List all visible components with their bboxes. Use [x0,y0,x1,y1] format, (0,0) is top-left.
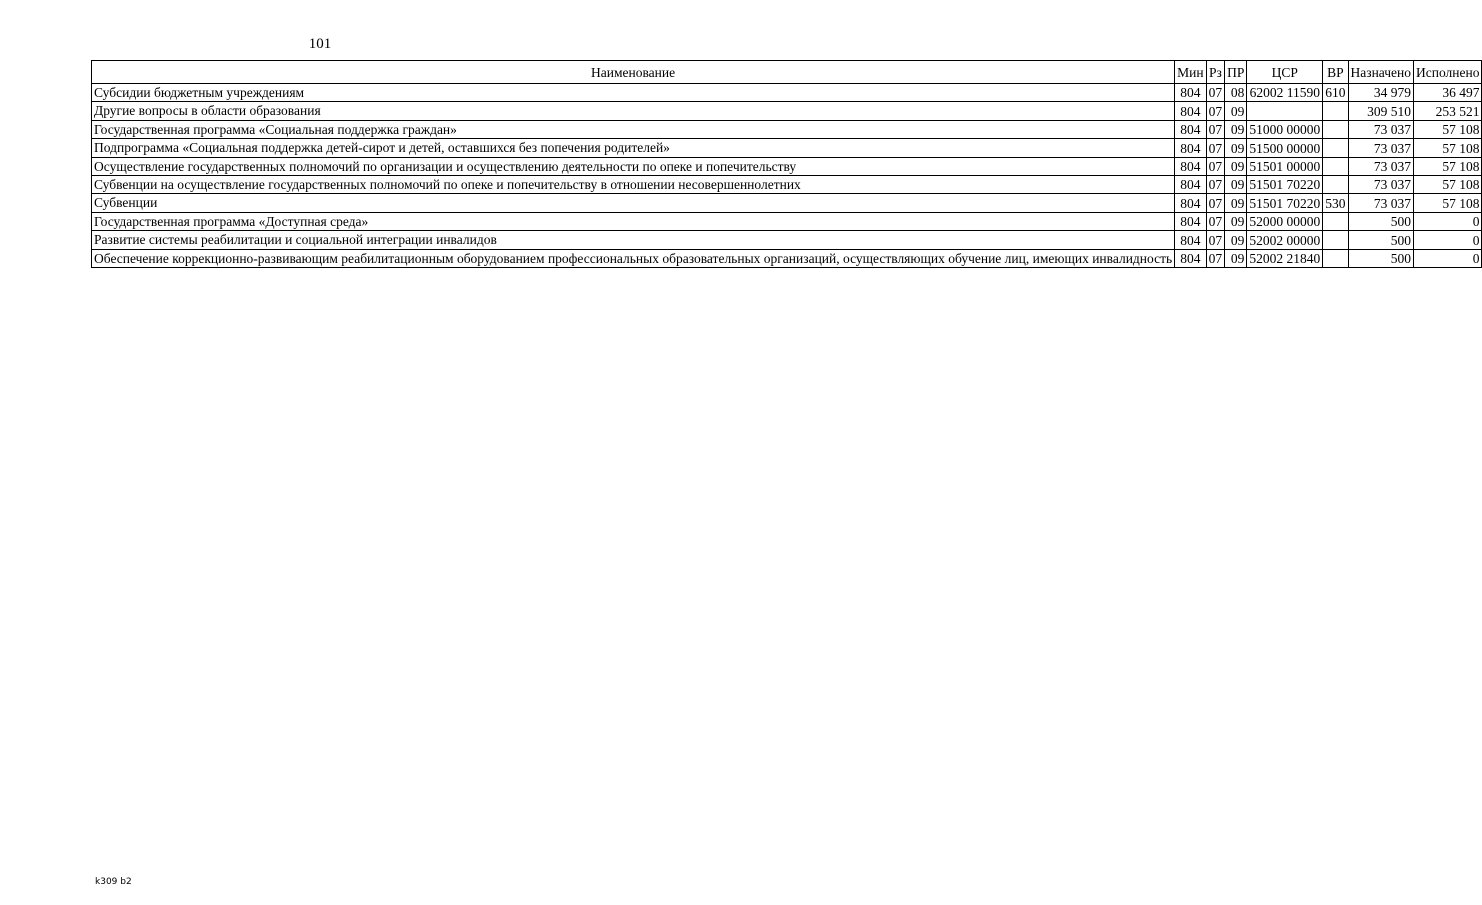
header-executed: Исполнено [1414,61,1482,84]
row-name: Государственная программа «Доступная среда» [92,212,1175,230]
row-csr: 51500 00000 [1247,139,1323,157]
table-row [92,212,1482,230]
row-rz: 07 [1206,120,1225,138]
header-rz: Рз [1206,61,1225,84]
row-csr [1247,102,1323,120]
row-rz: 07 [1206,84,1225,102]
row-vr [1323,249,1348,267]
row-min: 804 [1175,231,1206,249]
header-name: Наименование [92,61,1175,84]
row-assigned: 73 037 [1348,120,1414,138]
row-min: 804 [1175,194,1206,212]
row-name: Развитие системы реабилитации и социальной интеграции инвалидов [92,231,1175,249]
footer-code: k309 b2 [95,877,132,887]
row-name: Осуществление государственных полномочий по организации и осуществлению деятельности по опеке и попечительству [92,157,1175,175]
header-csr: ЦСР [1247,61,1323,84]
row-pr: 09 [1225,102,1247,120]
row-name: Субвенции на осуществление государственных полномочий по опеке и попечительству в отношении несовершеннолетних [92,176,1175,194]
row-executed: 0 [1414,212,1482,230]
row-csr: 51000 00000 [1247,120,1323,138]
row-vr: 530 [1323,194,1348,212]
table-row [92,231,1482,249]
table-row [92,157,1482,175]
page-number: 101 [308,36,332,52]
row-csr: 52002 00000 [1247,231,1323,249]
table-row [92,249,1482,267]
row-min: 804 [1175,84,1206,102]
row-executed: 253 521 [1414,102,1482,120]
row-vr [1323,120,1348,138]
row-csr: 51501 70220 [1247,176,1323,194]
row-vr [1323,231,1348,249]
budget-table [91,60,1482,268]
row-csr: 51501 00000 [1247,157,1323,175]
row-pr: 08 [1225,84,1247,102]
row-rz: 07 [1206,194,1225,212]
row-min: 804 [1175,102,1206,120]
row-rz: 07 [1206,176,1225,194]
table-row [92,176,1482,194]
row-min: 804 [1175,249,1206,267]
row-name: Субвенции [92,194,1175,212]
row-assigned: 500 [1348,231,1414,249]
header-pr: ПР [1225,61,1247,84]
row-pr: 09 [1225,212,1247,230]
row-executed: 0 [1414,249,1482,267]
row-name: Другие вопросы в области образования [92,102,1175,120]
row-assigned: 73 037 [1348,157,1414,175]
row-assigned: 73 037 [1348,176,1414,194]
row-csr: 51501 70220 [1247,194,1323,212]
row-vr [1323,102,1348,120]
row-assigned: 73 037 [1348,139,1414,157]
table-row [92,102,1482,120]
row-assigned: 34 979 [1348,84,1414,102]
row-vr [1323,212,1348,230]
row-name: Субсидии бюджетным учреждениям [92,84,1175,102]
row-min: 804 [1175,139,1206,157]
row-min: 804 [1175,157,1206,175]
row-vr [1323,157,1348,175]
table-header-row [92,61,1482,84]
row-pr: 09 [1225,139,1247,157]
row-vr [1323,139,1348,157]
row-min: 804 [1175,176,1206,194]
row-executed: 57 108 [1414,139,1482,157]
row-assigned: 73 037 [1348,194,1414,212]
row-rz: 07 [1206,139,1225,157]
row-pr: 09 [1225,176,1247,194]
row-csr: 62002 11590 [1247,84,1323,102]
row-vr: 610 [1323,84,1348,102]
header-assigned: Назначено [1348,61,1414,84]
table-row [92,84,1482,102]
row-executed: 57 108 [1414,176,1482,194]
row-assigned: 500 [1348,249,1414,267]
row-vr [1323,176,1348,194]
row-pr: 09 [1225,194,1247,212]
header-min: Мин [1175,61,1206,84]
table-row [92,139,1482,157]
row-csr: 52000 00000 [1247,212,1323,230]
row-min: 804 [1175,212,1206,230]
row-executed: 57 108 [1414,120,1482,138]
row-executed: 57 108 [1414,194,1482,212]
row-rz: 07 [1206,102,1225,120]
row-name: Обеспечение коррекционно-развивающим реабилитационным оборудованием профессиональных образовательных организаций, осуществляющих обучение лиц, имеющих инвалидность [92,249,1175,267]
table-row [92,120,1482,138]
row-rz: 07 [1206,212,1225,230]
header-vr: ВР [1323,61,1348,84]
row-name: Подпрограмма «Социальная поддержка детей-сирот и детей, оставшихся без попечения родителей» [92,139,1175,157]
row-executed: 36 497 [1414,84,1482,102]
row-executed: 0 [1414,231,1482,249]
row-executed: 57 108 [1414,157,1482,175]
row-pr: 09 [1225,249,1247,267]
row-rz: 07 [1206,231,1225,249]
row-pr: 09 [1225,157,1247,175]
row-rz: 07 [1206,157,1225,175]
row-name: Государственная программа «Социальная поддержка граждан» [92,120,1175,138]
row-pr: 09 [1225,120,1247,138]
row-assigned: 309 510 [1348,102,1414,120]
row-min: 804 [1175,120,1206,138]
row-rz: 07 [1206,249,1225,267]
table-row [92,194,1482,212]
row-csr: 52002 21840 [1247,249,1323,267]
row-assigned: 500 [1348,212,1414,230]
row-pr: 09 [1225,231,1247,249]
